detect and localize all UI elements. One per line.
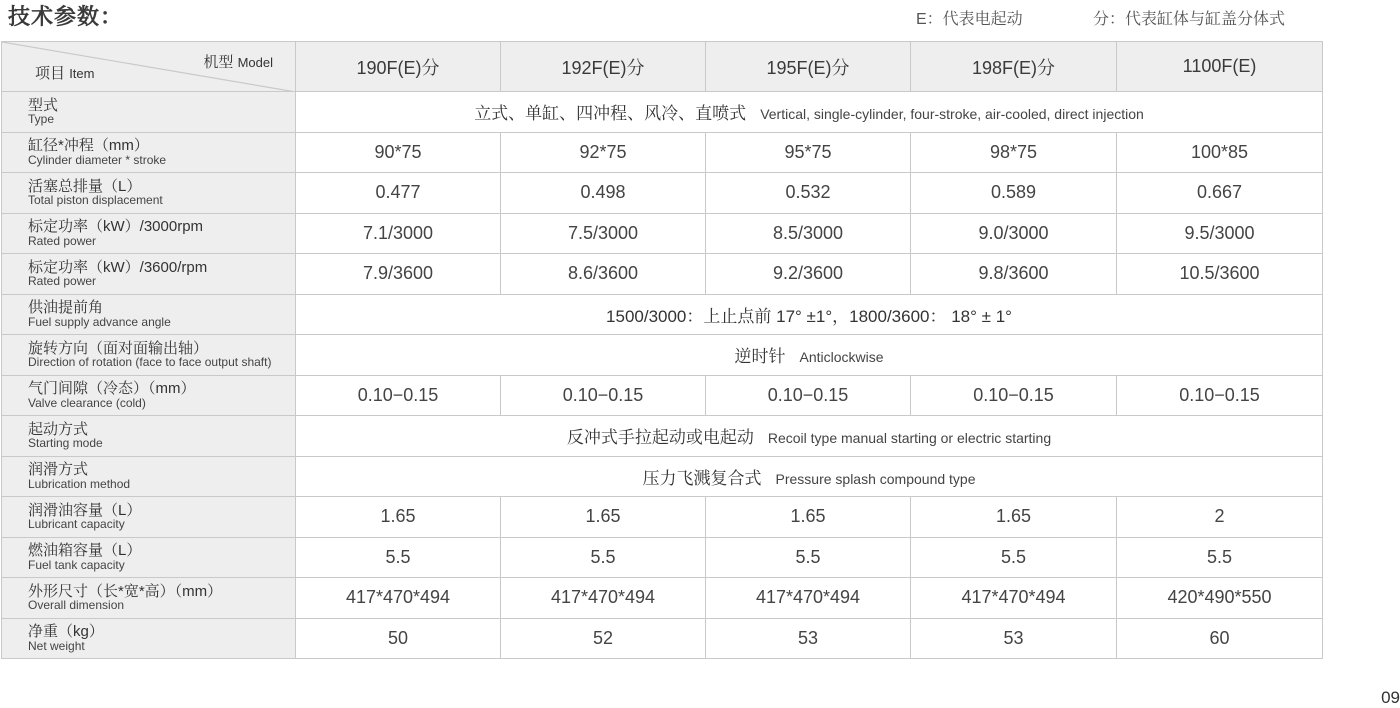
model-header: 195F(E)分	[706, 42, 911, 92]
value-cell: 1.65	[296, 497, 501, 538]
row-label-en: Valve clearance (cold)	[28, 395, 146, 410]
table-row	[2, 578, 1323, 619]
row-label-en: Cylinder diameter * stroke	[28, 152, 167, 167]
value-cell: 0.667	[1117, 173, 1323, 214]
row-label	[2, 456, 296, 497]
value-cell: 95*75	[706, 132, 911, 173]
row-label-zh: 型式	[28, 96, 59, 114]
value-cell: 10.5/3600	[1117, 254, 1323, 295]
value-cell: 0.477	[296, 173, 501, 214]
page-number: 09	[1381, 688, 1400, 707]
row-label-en: Net weight	[28, 638, 85, 653]
row-label	[2, 497, 296, 538]
table-row	[2, 254, 1323, 295]
row-label-zh: 供油提前角	[28, 299, 104, 317]
merged-value-zh: 1500/3000：上止点前 17° ±1°，1800/3600： 18° ± 1°	[606, 306, 1012, 326]
value-cell: 7.5/3000	[501, 213, 706, 254]
merged-value-en: Recoil type manual starting or electric starting	[767, 430, 1052, 447]
merged-value-zh: 立式、单缸、四冲程、风冷、直喷式	[474, 104, 747, 124]
value-cell: 0.10−0.15	[296, 375, 501, 416]
value-cell: 1.65	[501, 497, 706, 538]
row-label-en: Starting mode	[28, 436, 103, 451]
row-label-zh: 润滑方式	[28, 461, 89, 479]
value-cell: 98*75	[911, 132, 1117, 173]
value-cell: 5.5	[706, 537, 911, 578]
value-cell: 53	[706, 618, 911, 659]
row-label-en: Rated power	[28, 274, 97, 289]
value-cell: 100*85	[1117, 132, 1323, 173]
row-label-en: Fuel supply advance angle	[28, 314, 171, 329]
table-row	[2, 375, 1323, 416]
value-cell: 9.8/3600	[911, 254, 1117, 295]
value-cell: 8.5/3000	[706, 213, 911, 254]
merged-value-en: Pressure splash compound type	[775, 470, 976, 487]
value-cell: 417*470*494	[706, 578, 911, 619]
merged-value-cell	[296, 335, 1323, 376]
value-cell: 2	[1117, 497, 1323, 538]
value-cell: 53	[911, 618, 1117, 659]
value-cell: 50	[296, 618, 501, 659]
row-label-zh: 外形尺寸（长*宽*高）（mm）	[28, 582, 223, 600]
row-label-en: Type	[28, 112, 55, 127]
spec-table	[1, 41, 1323, 659]
value-cell: 0.10−0.15	[911, 375, 1117, 416]
row-label-zh: 活塞总排量（L）	[28, 177, 142, 195]
row-label-zh: 起动方式	[28, 420, 89, 438]
corner-model-label: 机型 Model	[203, 54, 273, 71]
table-row	[2, 456, 1323, 497]
legend-electric-start-note: E：代表电起动	[916, 11, 1023, 28]
merged-value-zh: 逆时针	[734, 347, 786, 367]
row-label-en: Rated power	[28, 233, 97, 248]
corner-item-label: 项目 Item	[35, 65, 95, 82]
table-row	[2, 416, 1323, 457]
row-label-zh: 旋转方向（面对面输出轴）	[28, 339, 209, 357]
row-label-zh: 气门间隙（冷态）（mm）	[28, 380, 196, 398]
table-row	[2, 335, 1323, 376]
value-cell: 0.589	[911, 173, 1117, 214]
value-cell: 420*490*550	[1117, 578, 1323, 619]
row-label	[2, 254, 296, 295]
row-label-zh: 标定功率（kW）/3000rpm	[28, 218, 204, 236]
row-label	[2, 375, 296, 416]
value-cell: 9.0/3000	[911, 213, 1117, 254]
value-cell: 90*75	[296, 132, 501, 173]
merged-value-zh: 反冲式手拉起动或电起动	[566, 428, 754, 448]
value-cell: 1.65	[911, 497, 1117, 538]
table-row	[2, 92, 1323, 133]
row-label	[2, 92, 296, 133]
value-cell: 92*75	[501, 132, 706, 173]
row-label	[2, 335, 296, 376]
row-label-zh: 标定功率（kW）/3600/rpm	[28, 258, 208, 276]
table-row	[2, 132, 1323, 173]
value-cell: 5.5	[296, 537, 501, 578]
value-cell: 0.498	[501, 173, 706, 214]
table-row	[2, 213, 1323, 254]
row-label	[2, 132, 296, 173]
row-label-en: Total piston displacement	[28, 193, 163, 208]
model-header: 190F(E)分	[296, 42, 501, 92]
merged-value-cell	[296, 456, 1323, 497]
row-label-en: Direction of rotation (face to face output shaft)	[28, 355, 272, 370]
legend-split-cylinder-note: 分：代表缸体与缸盖分体式	[1093, 11, 1286, 28]
value-cell: 8.6/3600	[501, 254, 706, 295]
page-title: 技术参数：	[8, 4, 124, 29]
merged-value-en: Anticlockwise	[799, 349, 884, 366]
row-label	[2, 294, 296, 335]
value-cell: 60	[1117, 618, 1323, 659]
value-cell: 5.5	[911, 537, 1117, 578]
row-label	[2, 173, 296, 214]
row-label-zh: 净重（kg）	[28, 623, 104, 641]
merged-value-en: Vertical, single-cylinder, four-stroke, air-cooled, direct injection	[760, 106, 1144, 123]
model-header: 192F(E)分	[501, 42, 706, 92]
table-row	[2, 537, 1323, 578]
table-row	[2, 294, 1323, 335]
table-row	[2, 618, 1323, 659]
merged-value-cell	[296, 92, 1323, 133]
merged-value-cell	[296, 294, 1323, 335]
row-label-en: Lubricant capacity	[28, 517, 125, 532]
model-header: 1100F(E)	[1117, 42, 1323, 92]
value-cell: 7.1/3000	[296, 213, 501, 254]
value-cell: 417*470*494	[501, 578, 706, 619]
value-cell: 417*470*494	[296, 578, 501, 619]
merged-value-cell	[296, 416, 1323, 457]
value-cell: 7.9/3600	[296, 254, 501, 295]
value-cell: 5.5	[1117, 537, 1323, 578]
row-label	[2, 213, 296, 254]
value-cell: 5.5	[501, 537, 706, 578]
value-cell: 0.532	[706, 173, 911, 214]
model-header: 198F(E)分	[911, 42, 1117, 92]
row-label	[2, 537, 296, 578]
value-cell: 0.10−0.15	[706, 375, 911, 416]
table-row	[2, 497, 1323, 538]
merged-value-zh: 压力飞溅复合式	[642, 468, 762, 488]
value-cell: 417*470*494	[911, 578, 1117, 619]
value-cell: 9.5/3000	[1117, 213, 1323, 254]
row-label-zh: 燃油箱容量（L）	[28, 542, 142, 560]
table-row	[2, 173, 1323, 214]
row-label-en: Fuel tank capacity	[28, 557, 125, 572]
value-cell: 1.65	[706, 497, 911, 538]
row-label	[2, 618, 296, 659]
row-label-zh: 润滑油容量（L）	[28, 501, 142, 519]
table-header-row	[2, 42, 1323, 92]
row-label-zh: 缸径*冲程（mm）	[28, 137, 149, 155]
header-corner-cell	[2, 42, 296, 92]
row-label-en: Overall dimension	[28, 598, 125, 613]
row-label-en: Lubrication method	[28, 476, 131, 491]
value-cell: 52	[501, 618, 706, 659]
value-cell: 0.10−0.15	[1117, 375, 1323, 416]
value-cell: 9.2/3600	[706, 254, 911, 295]
value-cell: 0.10−0.15	[501, 375, 706, 416]
row-label	[2, 416, 296, 457]
row-label	[2, 578, 296, 619]
